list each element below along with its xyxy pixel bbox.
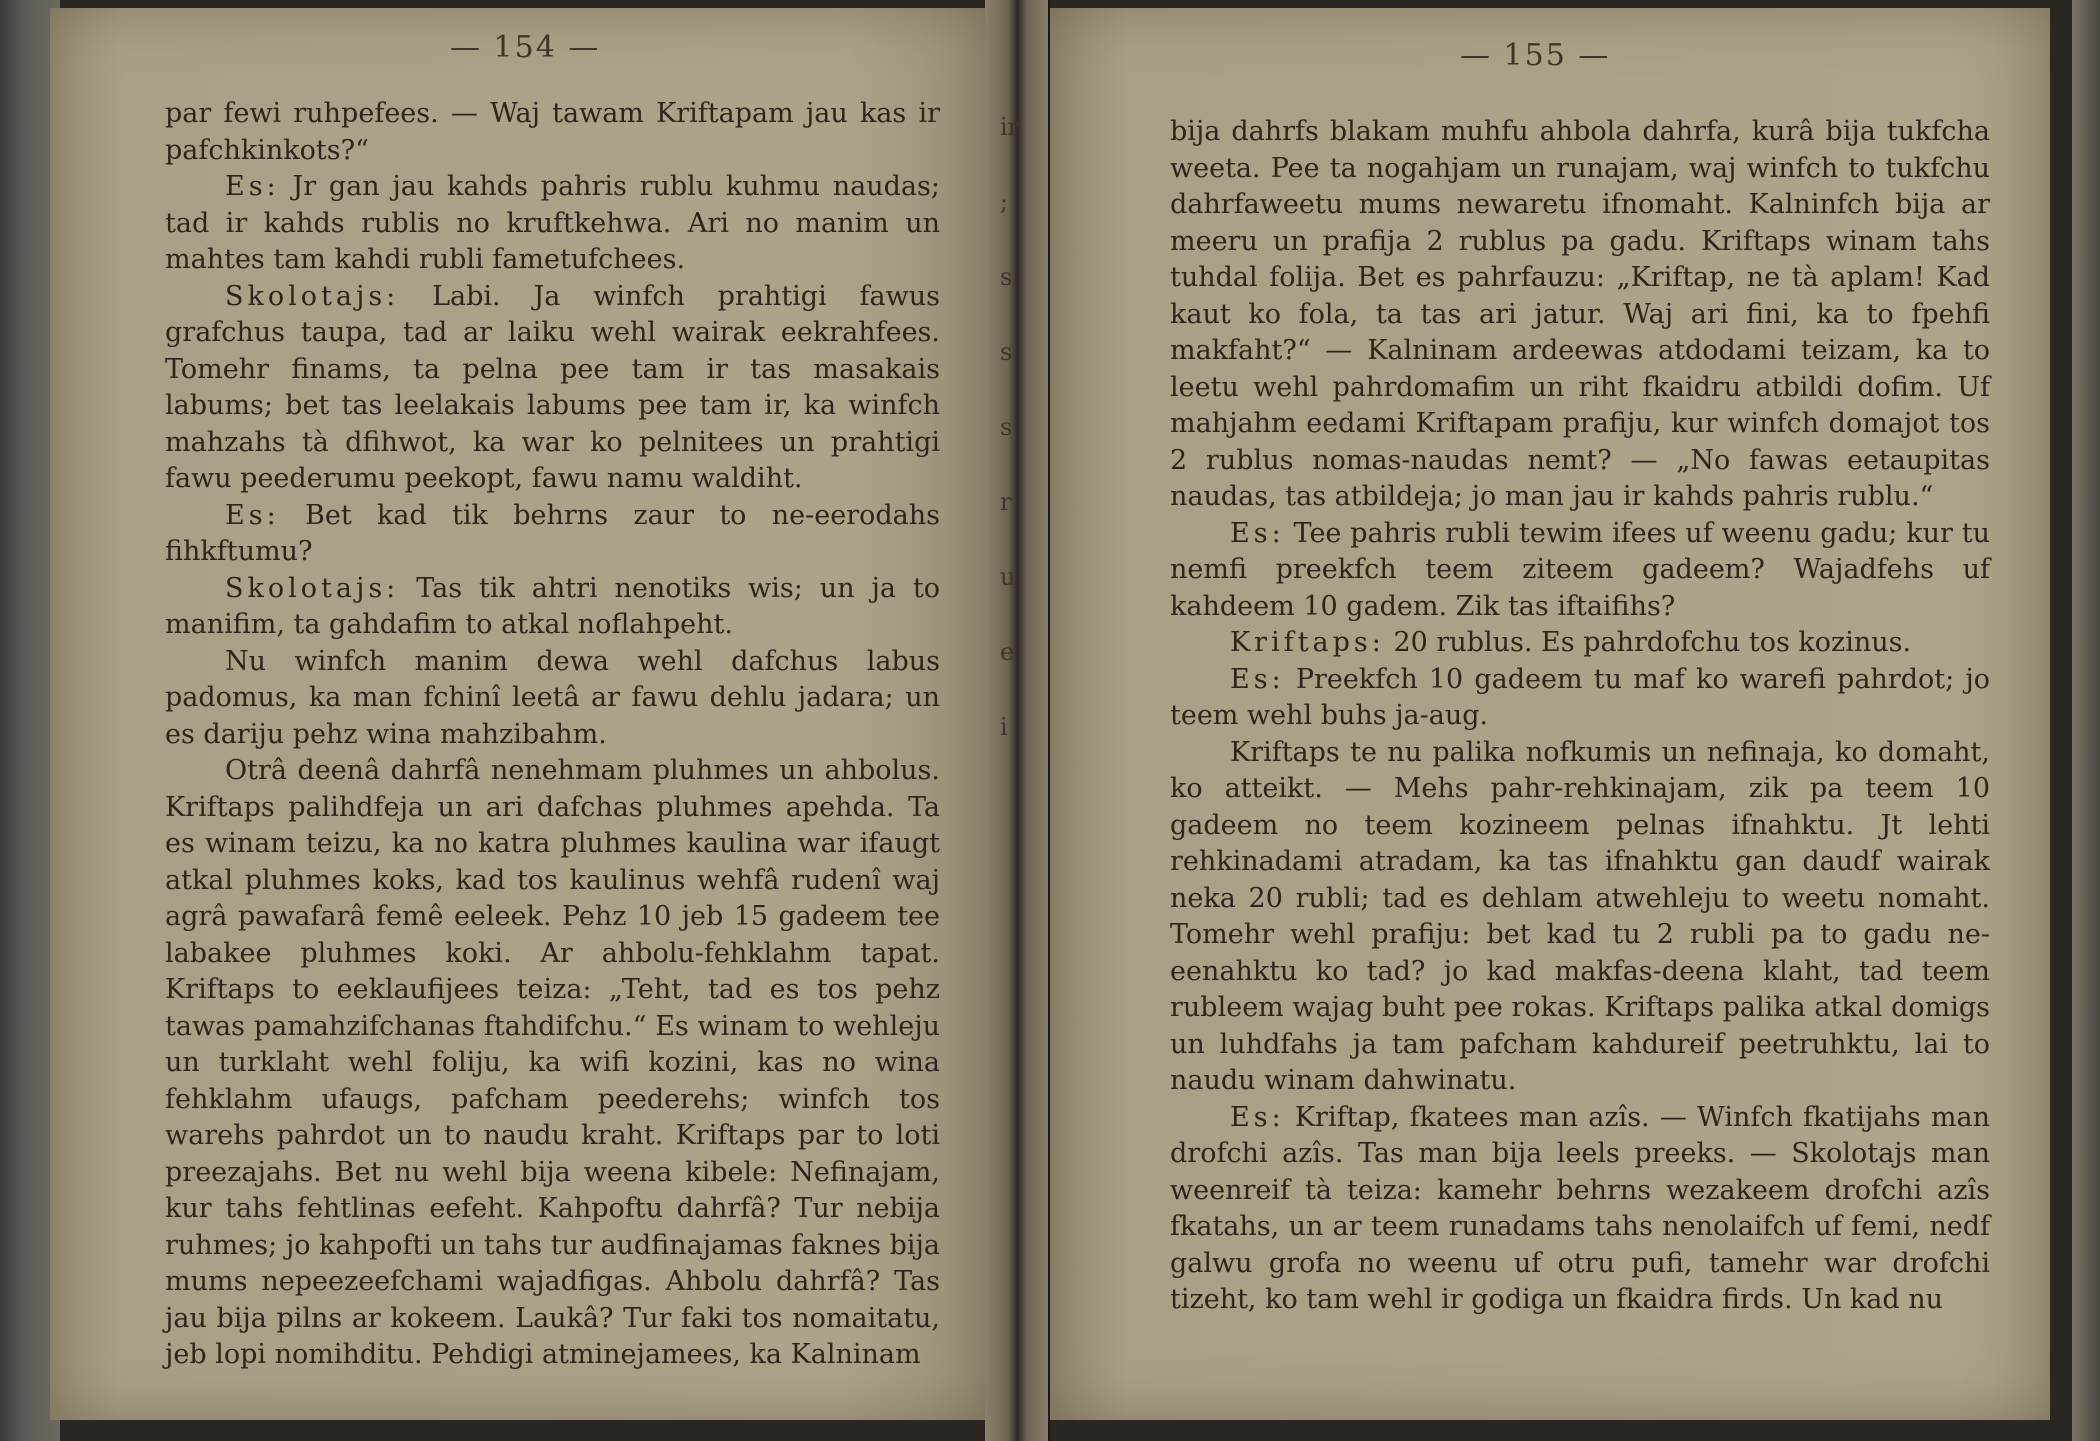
paragraph: Es: Bet kad tik behrns zaur to ne-eerodahs fihkftumu? xyxy=(165,499,940,567)
paragraph: Es: Tee pahris rubli tewim ifees uf weenu gadu; kur tu nemfi preekfch teem ziteem gadeem? Wajadfehs uf kahdeem 10 gadem. Zik tas iftaifihs? xyxy=(1170,517,1990,622)
left-page-text xyxy=(165,96,940,1374)
right-binding-edge xyxy=(2072,0,2100,1441)
margin-bleed-through: ir ; s s s r u e i xyxy=(1000,113,1020,741)
paragraph: Kriftaps: 20 rublus. Es pahrdofchu tos kozinus. xyxy=(1230,627,1912,658)
paragraph: Skolotajs: Tas tik ahtri nenotiks wis; un ja to manifim, ta gahdafim to atkal noflahpeht. xyxy=(165,572,940,640)
page-number-left: — 154 — xyxy=(450,30,601,65)
paragraph: Kriftaps te nu palika nofkumis un nefinaja, ko domaht, ko atteikt. — Mehs pahr-rehkinajam, zik pa teem 10 gadeem no teem kozineem pelnas ifnahktu. Jt lehti rehkinadami atradam, ka tas ifnahktu gan daudf wairak neka 20 rubli; tad es dehlam atwehleju to weetu nomaht. Tomehr wehl prafiju: bet kad tu 2 rubli pa to gadu ne-eenahktu ko tad? jo kad makfas-deena klaht, tad teem rubleem wajag buht pee rokas. Kriftaps palika atkal domigs un luhdfahs ja tam pafcham kahdureif peetruhktu, lai to naudu winam dahwinatu. xyxy=(1170,736,1990,1096)
paragraph: par fewi ruhpefees. — Waj tawam Kriftapam jau kas ir pafchkinkots?“ xyxy=(165,98,940,166)
paragraph: Nu winfch manim dewa wehl dafchus labus padomus, ka man fchinî leetâ ar fawu dehlu jadara; un es dariju pehz wina mahzibahm. xyxy=(165,645,940,750)
speaker-label: Skolotajs: xyxy=(225,572,400,604)
speaker-label: Kriftaps: xyxy=(1230,627,1385,658)
speaker-label: Skolotajs: xyxy=(225,280,400,312)
speaker-label: Es: xyxy=(1230,517,1285,549)
paragraph: Skolotajs: Labi. Ja winfch prahtigi fawus grafchus taupa, tad ar laiku wehl wairak eekrahfees. Tomehr finams, ta pelna pee tam ir tas masakais labums; bet tas leelakais labums pee tam ir, ka winfch mahzahs tà dfihwot, ka war ko pelnitees un prahtigi fawu peederumu peekopt, fawu namu waldiht. xyxy=(165,280,940,494)
paragraph: Es: Kriftap, fkatees man azîs. — Winfch fkatijahs man drofchi azîs. Tas man bija leels preeks. — Skolotajs man weenreif tà teiza: kamehr behrns wezakeem drofchi azîs fkatahs, un ar teem runadams tahs nenolaifch uf femi, nedf galwu grofa no weenu uf otru pufi, tamehr war drofchi tizeht, ko tam wehl ir godiga un fkaidra firds. Un kad nu xyxy=(1170,1101,1990,1315)
right-page xyxy=(1050,8,2050,1420)
right-page-text xyxy=(1170,114,1990,1319)
speaker-label: Es: xyxy=(1230,1101,1285,1133)
speaker-label: Es: xyxy=(225,499,280,531)
paragraph: Es: Preekfch 10 gadeem tu maf ko warefi pahrdot; jo teem wehl buhs ja-aug. xyxy=(1170,663,1990,731)
left-page xyxy=(50,8,985,1420)
speaker-label: Es: xyxy=(225,171,280,202)
page-number-right: — 155 — xyxy=(1460,38,1611,73)
paragraph: bija dahrfs blakam muhfu ahbola dahrfa, kurâ bija tukfcha weeta. Pee ta nogahjam un runajam, waj winfch to tukfchu dahrfaweetu mums newaretu ifnomaht. Kalninfch bija ar meeru un prafija 2 rublus pa gadu. Kriftaps winam tahs tuhdal folija. Bet es pahrfauzu: „Kriftap, ne tà aplam! Kad kaut ko fola, ta tas ari jatur. Waj ari fini, ka to fpehfi makfaht?“ — Kalninam ardeewas atdodami teizam, ka to leetu wehl pahrdomafim un riht fkaidru atbildi dofim. Uf mahjahm eedami Kriftapam prafiju, kur winfch domajot tos 2 rublus nomas-naudas nemt? — „No fawas eetaupitas naudas, tas atbildeja; jo man jau ir kahds pahris rublu.“ xyxy=(1170,116,1990,512)
paragraph: Es: Jr gan jau kahds pahris rublu kuhmu naudas; tad ir kahds rublis no kruftkehwa. Ari no manim un mahtes tam kahdi rubli fametufchees. xyxy=(165,171,940,275)
speaker-label: Es: xyxy=(1230,663,1285,695)
paragraph: Otrâ deenâ dahrfâ nenehmam pluhmes un ahbolus. Kriftaps palihdfeja un ari dafchas pluhmes apehda. Ta es winam teizu, ka no katra pluhmes kaulina war ifaugt atkal pluhmes koks, kad tos kaulinus wehfâ rudenî waj agrâ pawafarâ femê eeleek. Pehz 10 jeb 15 gadeem tee labakee pluhmes koki. Ar ahbolu-fehklahm tapat. Kriftaps to eeklaufijees teiza: „Teht, tad es tos pehz tawas pamahzifchanas ftahdifchu.“ Es winam to wehleju un turklaht wehl foliju, ka wifi kozini, kas no wina fehklahm ufaugs, pafcham peederehs; winfch tos warehs pahrdot un to naudu kraht. Kriftaps par to loti preezajahs. Bet nu wehl bija weena kibele: Nefinajam, kur tahs fehtlinas eefeht. Kahpoftu dahrfâ? Tur nebija ruhmes; jo kahpofti un tahs tur audfinajamas faknes bija mums nepeezeefchami wajadfigas. Ahbolu dahrfâ? Tas jau bija pilns ar kokeem. Laukâ? Tur faki tos nomaitatu, jeb lopi nomihditu. Pehdigi atminejamees, ka Kalninam xyxy=(165,755,940,1370)
